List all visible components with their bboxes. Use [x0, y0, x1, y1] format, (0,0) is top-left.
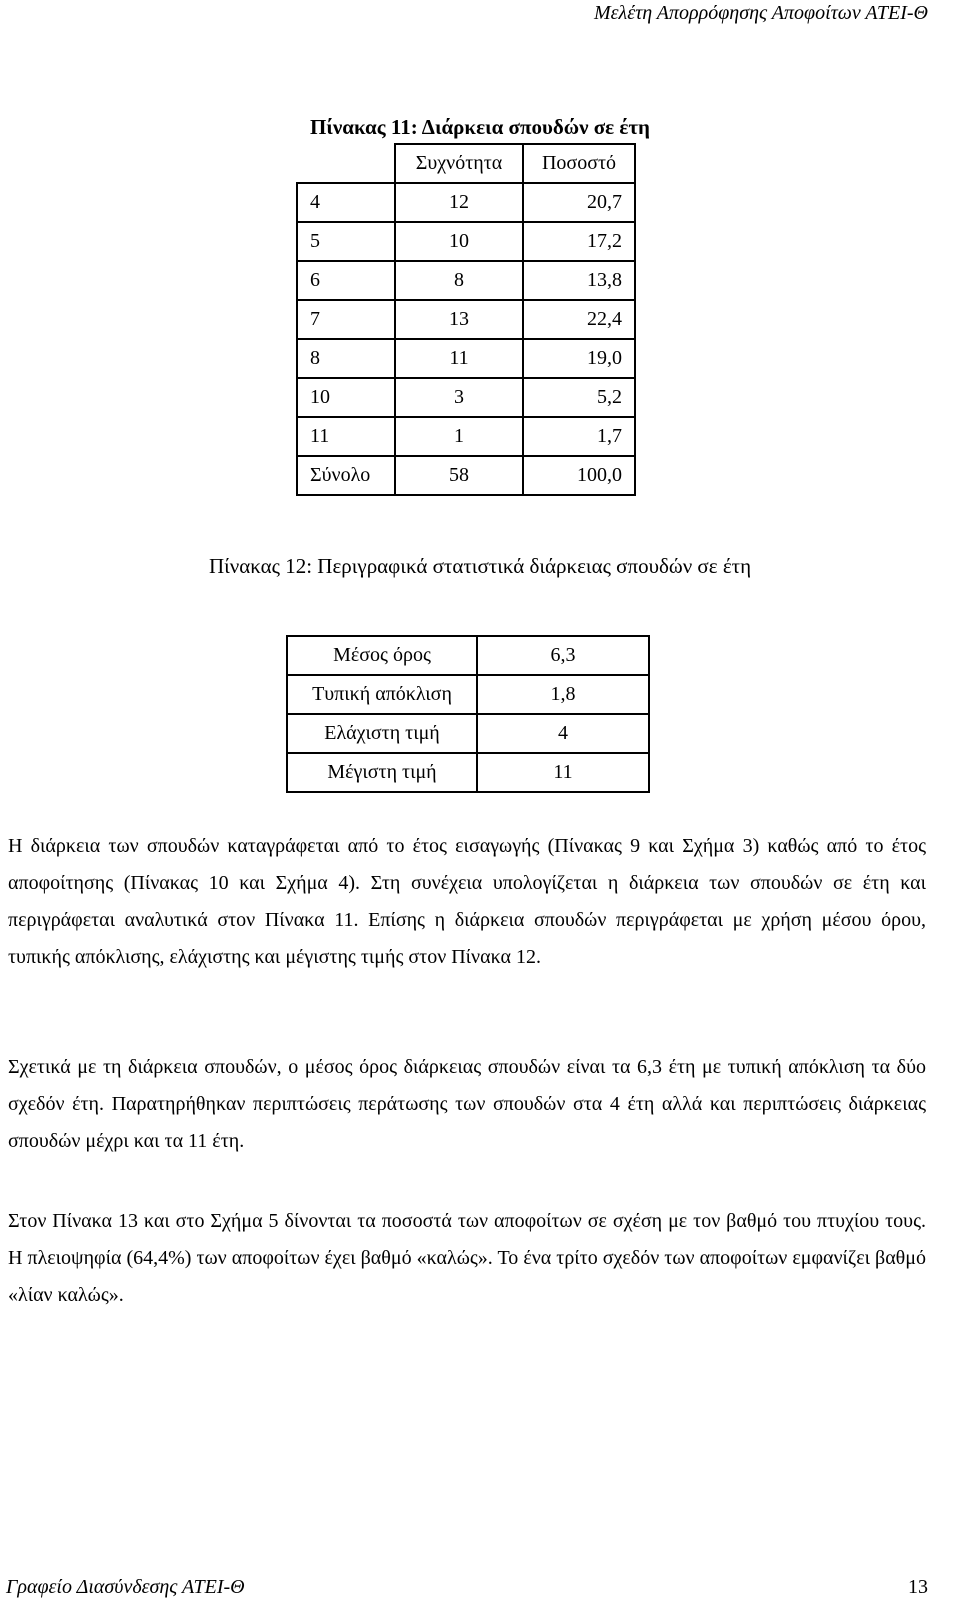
- running-header: Μελέτη Απορρόφησης Αποφοίτων ΑΤΕΙ-Θ: [594, 2, 928, 24]
- cell-frequency: 13: [395, 300, 523, 339]
- table-11-study-duration: [296, 143, 636, 496]
- cell-percent: 22,4: [523, 300, 635, 339]
- table-row: [297, 378, 635, 417]
- cell-years: 10: [297, 378, 395, 417]
- cell-percent: 17,2: [523, 222, 635, 261]
- cell-frequency: 1: [395, 417, 523, 456]
- stat-value: 6,3: [477, 636, 649, 675]
- paragraph-study-duration: Η διάρκεια των σπουδών καταγράφεται από το έτος εισαγωγής (Πίνακας 9 και Σχήμα 3) καθώς από το έτος αποφοίτησης (Πίνακας 10 και Σχήμα 4). Στη συνέχεια υπολογίζεται η διάρκεια των σπουδών σε έτη και περιγράφεται αναλυτικά στον Πίνακα 11. Επίσης η διάρκεια σπουδών περιγράφεται με χρήση μέσου όρου, τυπικής απόκλισης, ελάχιστης και μέγιστης τιμής στον Πίνακα 12.: [8, 835, 926, 968]
- header-cell-frequency: Συχνότητα: [395, 144, 523, 183]
- table-total-row: [297, 456, 635, 495]
- table-11-caption: Πίνακας 11: Διάρκεια σπουδών σε έτη: [310, 115, 650, 139]
- cell-frequency: 12: [395, 183, 523, 222]
- table-row: [287, 753, 649, 792]
- cell-frequency: 11: [395, 339, 523, 378]
- paragraph-mean-duration: Σχετικά με τη διάρκεια σπουδών, ο μέσος όρος διάρκειας σπουδών είναι τα 6,3 έτη με τυπική απόκλιση τα δύο σχεδόν έτη. Παρατηρήθηκαν περιπτώσεις περάτωσης των σπουδών στα 4 έτη αλλά και περιπτώσεις διάρκειας σπουδών μέχρι και τα 11 έτη.: [8, 1056, 926, 1152]
- paragraph-degree-grade: Στον Πίνακα 13 και στο Σχήμα 5 δίνονται τα ποσοστά των αποφοίτων σε σχέση με τον βαθμό του πτυχίου τους. Η πλειοψηφία (64,4%) των αποφοίτων έχει βαθμό «καλώς». Το ένα τρίτο σχεδόν των αποφοίτων εμφανίζει βαθμό «λίαν καλώς».: [8, 1210, 926, 1306]
- stat-value: 1,8: [477, 675, 649, 714]
- header-cell-blank: [297, 144, 395, 183]
- cell-total-label: Σύνολο: [297, 456, 395, 495]
- table-12-descriptive-stats: [286, 635, 650, 793]
- table-row: [297, 300, 635, 339]
- table-header-row: [297, 144, 635, 183]
- table-row: [297, 417, 635, 456]
- footer-office-name: Γραφείο Διασύνδεσης ΑΤΕΙ-Θ: [6, 1576, 245, 1598]
- cell-years: 4: [297, 183, 395, 222]
- cell-total-percent: 100,0: [523, 456, 635, 495]
- cell-percent: 13,8: [523, 261, 635, 300]
- cell-percent: 20,7: [523, 183, 635, 222]
- table-row: [297, 183, 635, 222]
- stat-value: 4: [477, 714, 649, 753]
- table-row: [297, 339, 635, 378]
- stat-label: Μέγιστη τιμή: [287, 753, 477, 792]
- cell-frequency: 10: [395, 222, 523, 261]
- table-row: [297, 261, 635, 300]
- header-cell-percent: Ποσοστό: [523, 144, 635, 183]
- page-number: 13: [908, 1576, 928, 1598]
- cell-percent: 5,2: [523, 378, 635, 417]
- cell-years: 8: [297, 339, 395, 378]
- cell-percent: 19,0: [523, 339, 635, 378]
- stat-label: Τυπική απόκλιση: [287, 675, 477, 714]
- cell-total-frequency: 58: [395, 456, 523, 495]
- table-row: [287, 636, 649, 675]
- table-row: [297, 222, 635, 261]
- cell-years: 11: [297, 417, 395, 456]
- stat-label: Μέσος όρος: [287, 636, 477, 675]
- table-row: [287, 714, 649, 753]
- table-row: [287, 675, 649, 714]
- stat-label: Ελάχιστη τιμή: [287, 714, 477, 753]
- table-12-caption: Πίνακας 12: Περιγραφικά στατιστικά διάρκειας σπουδών σε έτη: [208, 554, 752, 578]
- cell-frequency: 8: [395, 261, 523, 300]
- cell-years: 7: [297, 300, 395, 339]
- cell-frequency: 3: [395, 378, 523, 417]
- cell-years: 6: [297, 261, 395, 300]
- cell-years: 5: [297, 222, 395, 261]
- cell-percent: 1,7: [523, 417, 635, 456]
- stat-value: 11: [477, 753, 649, 792]
